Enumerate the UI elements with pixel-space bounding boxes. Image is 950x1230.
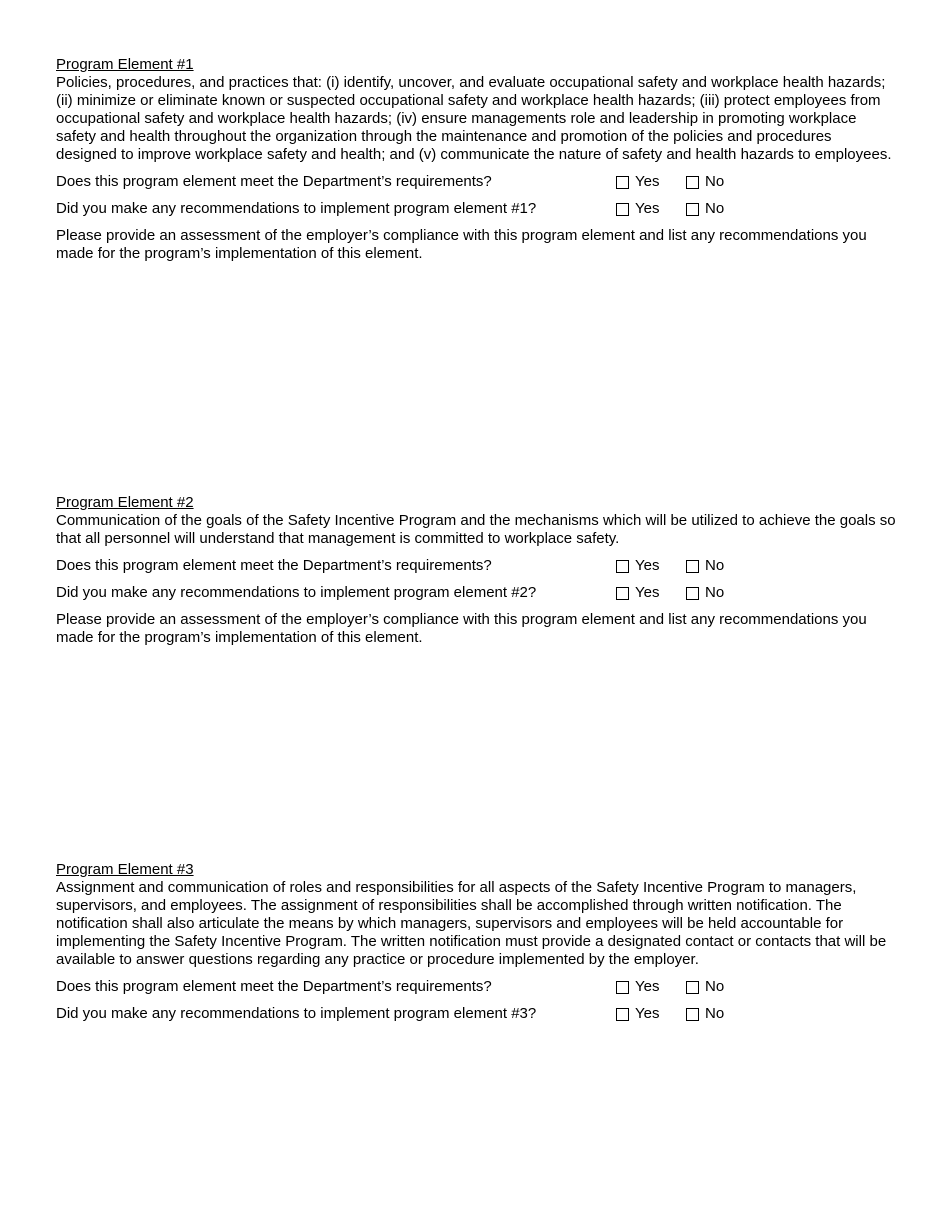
program-element-description: Policies, procedures, and practices that: (i) identify, uncover, and evaluate occupational safety and workplace health hazards; (ii) minimize or eliminate known or suspected occupational safety and workplace health hazards; (iii) protect employees from occupational safety and workplace health hazards; (iv) ensure managements role and leadership in promoting workplace safety and health throughout the organization through the maintenance and promotion of the policies and procedures designed to improve workplace safety and health; and (v) communicate the nature of safety and health hazards to employees. — [56, 74, 892, 163]
no-label: No — [705, 978, 725, 995]
recommendations-no-option[interactable] — [686, 200, 724, 218]
recommendations-no-option[interactable] — [686, 1005, 724, 1023]
program-element-description: Communication of the goals of the Safety Incentive Program and the mechanisms which will be utilized to achieve the goals so that all personnel will understand that management is committed to workplace safety. — [56, 512, 896, 547]
recommendations-question-row — [56, 584, 896, 602]
program-element-title: Program Element #3 — [56, 861, 194, 878]
recommendations-no-option[interactable] — [686, 584, 724, 602]
recommendations-yes-checkbox[interactable] — [616, 203, 629, 216]
requirements-yes-checkbox[interactable] — [616, 560, 629, 573]
requirements-yes-option[interactable] — [616, 557, 659, 575]
yes-label: Yes — [635, 1005, 660, 1022]
requirements-question-row — [56, 978, 896, 996]
program-element-3 — [56, 861, 896, 1023]
program-element-2 — [56, 494, 896, 647]
assessment-prompt: Please provide an assessment of the employer’s compliance with this program element and list any recommendations you made for the program’s implementation of this element. — [56, 611, 867, 646]
no-label: No — [705, 557, 725, 574]
requirements-no-option[interactable] — [686, 173, 724, 191]
requirements-question: Does this program element meet the Department’s requirements? — [56, 173, 492, 190]
recommendations-yes-option[interactable] — [616, 584, 659, 602]
recommendations-question-row — [56, 1005, 896, 1023]
requirements-no-option[interactable] — [686, 978, 724, 996]
recommendations-yes-option[interactable] — [616, 200, 659, 218]
recommendations-no-checkbox[interactable] — [686, 203, 699, 216]
requirements-no-checkbox[interactable] — [686, 981, 699, 994]
requirements-question: Does this program element meet the Department’s requirements? — [56, 557, 492, 574]
yes-label: Yes — [635, 173, 660, 190]
recommendations-question: Did you make any recommendations to implement program element #3? — [56, 1005, 537, 1022]
no-label: No — [705, 1005, 725, 1022]
no-label: No — [705, 200, 725, 217]
recommendations-yes-option[interactable] — [616, 1005, 659, 1023]
program-element-description: Assignment and communication of roles and responsibilities for all aspects of the Safety Incentive Program to managers, supervisors, and employees. The assignment of responsibilities shall be accomplished through written notification. The notification shall also articulate the means by which managers, supervisors and employees will be held accountable for implementing the Safety Incentive Program. The written notification must provide a designated contact or contacts that will be available to answer questions regarding any practice or procedure implemented by the employer. — [56, 879, 887, 968]
requirements-no-checkbox[interactable] — [686, 176, 699, 189]
assessment-prompt: Please provide an assessment of the employer’s compliance with this program element and list any recommendations you made for the program’s implementation of this element. — [56, 227, 867, 262]
recommendations-question-row — [56, 200, 896, 218]
requirements-question: Does this program element meet the Department’s requirements? — [56, 978, 492, 995]
requirements-yes-checkbox[interactable] — [616, 176, 629, 189]
yes-label: Yes — [635, 200, 660, 217]
program-element-1 — [56, 56, 896, 263]
requirements-yes-option[interactable] — [616, 978, 659, 996]
requirements-question-row — [56, 557, 896, 575]
yes-label: Yes — [635, 978, 660, 995]
recommendations-no-checkbox[interactable] — [686, 1008, 699, 1021]
recommendations-no-checkbox[interactable] — [686, 587, 699, 600]
recommendations-question: Did you make any recommendations to implement program element #1? — [56, 200, 537, 217]
recommendations-question: Did you make any recommendations to implement program element #2? — [56, 584, 537, 601]
requirements-no-option[interactable] — [686, 557, 724, 575]
recommendations-yes-checkbox[interactable] — [616, 587, 629, 600]
program-element-title: Program Element #2 — [56, 494, 194, 511]
requirements-question-row — [56, 173, 896, 191]
requirements-no-checkbox[interactable] — [686, 560, 699, 573]
requirements-yes-checkbox[interactable] — [616, 981, 629, 994]
yes-label: Yes — [635, 584, 660, 601]
no-label: No — [705, 173, 725, 190]
no-label: No — [705, 584, 725, 601]
requirements-yes-option[interactable] — [616, 173, 659, 191]
recommendations-yes-checkbox[interactable] — [616, 1008, 629, 1021]
program-element-title: Program Element #1 — [56, 56, 194, 73]
yes-label: Yes — [635, 557, 660, 574]
